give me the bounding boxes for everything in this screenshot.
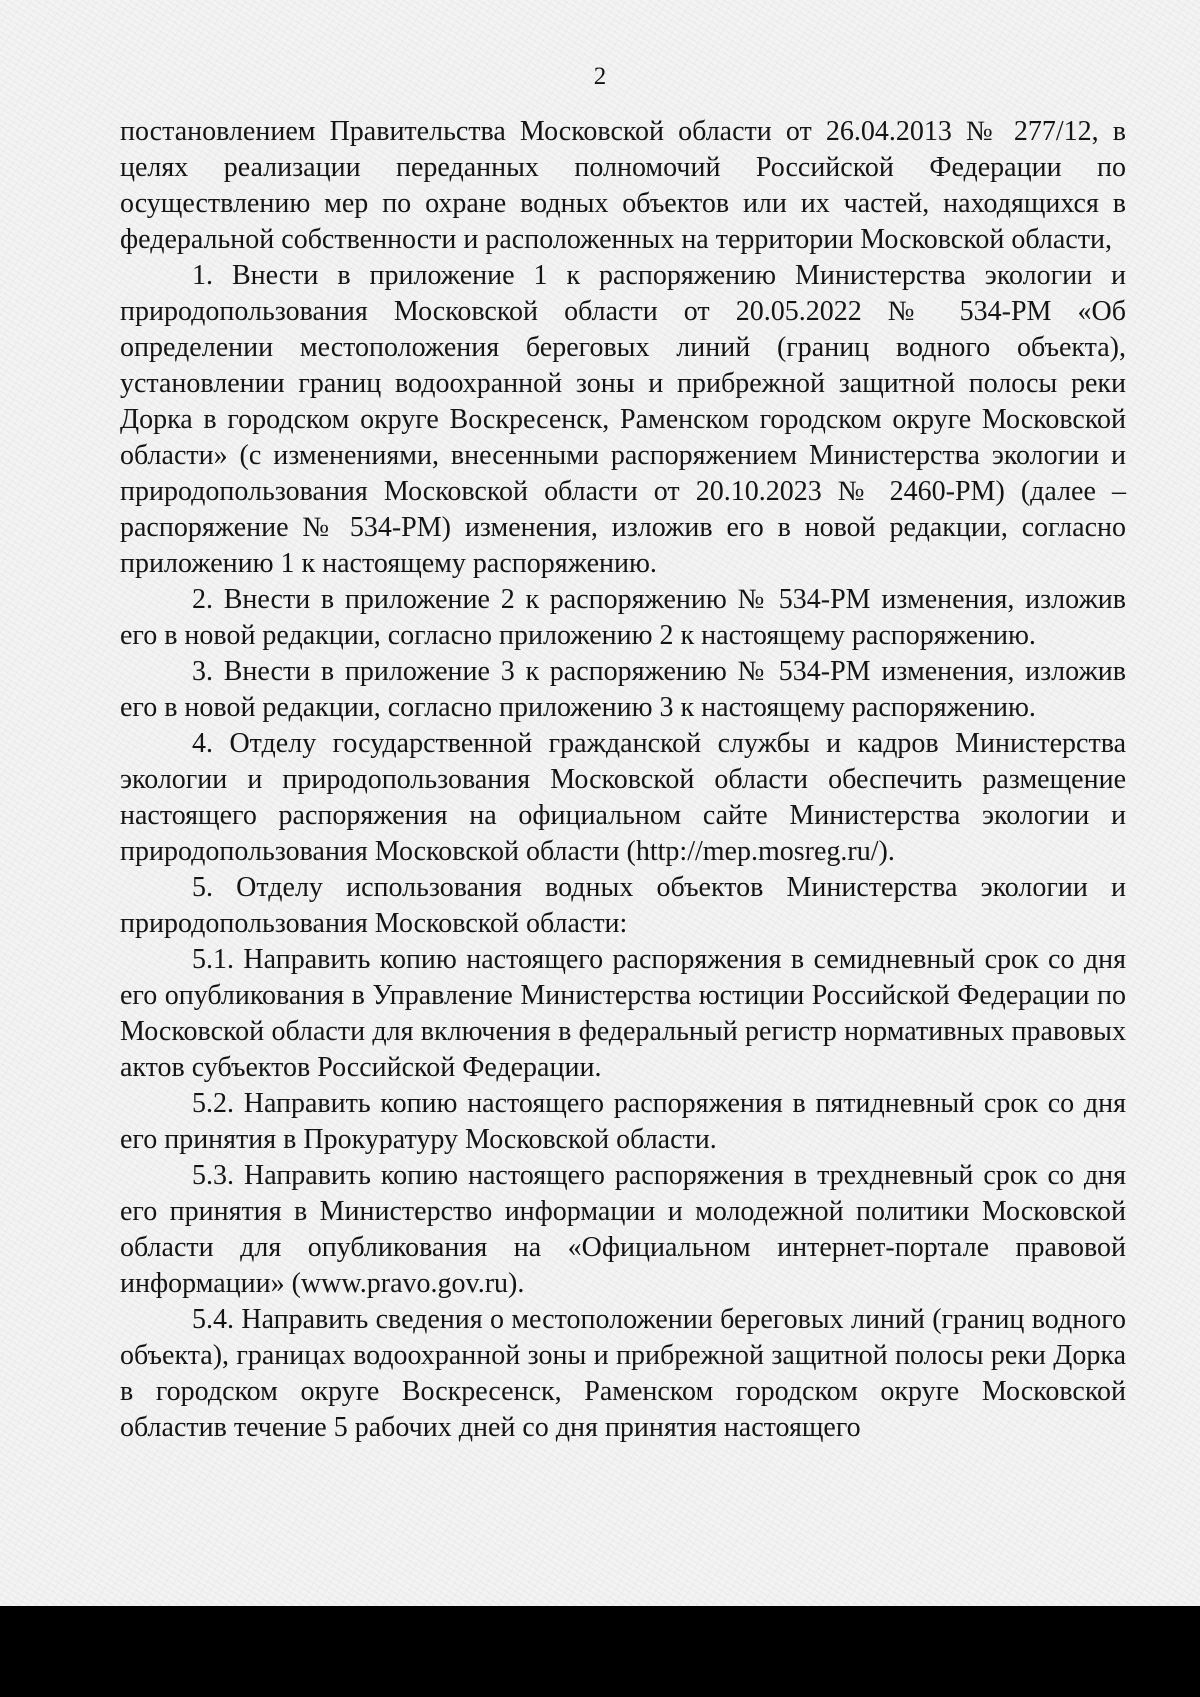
scan-border-bottom [0, 1606, 1200, 1697]
paragraph-item-5-4: 5.4. Направить сведения о местоположении береговых линий (границ водного объекта), границах водоохранной зоны и прибрежной защитной полосы реки Дорка в городском округе Воскресенск, Раменском городском округе Московской областив течение 5 рабочих дней со дня принятия настоящего [120, 1304, 1126, 1443]
paragraph-item-5-2: 5.2. Направить копию настоящего распоряжения в пятидневный срок со дня его принятия в Прокуратуру Московской области. [120, 1088, 1126, 1155]
paragraph-item-5-3: 5.3. Направить копию настоящего распоряжения в трехдневный срок со дня его принятия в Министерство информации и молодежной политики Московской области для опубликования на «Официальном интернет-портале правовой информации» (www.pravo.gov.ru). [120, 1160, 1126, 1299]
paragraph-item-1: 1. Внести в приложение 1 к распоряжению Министерства экологии и природопользования Московской области от 20.05.2022 № 534-РМ «Об определении местоположения береговых линий (границ водного объекта), установлении границ водоохранной зоны и прибрежной защитной полосы реки Дорка в городском округе Воскресенск, Раменском городском округе Московской области» (с изменениями, внесенными распоряжением Министерства экологии и природопользования Московской области от 20.10.2023 № 2460-РМ) (далее – распоряжение № 534-РМ) изменения, изложив его в новой редакции, согласно приложению 1 к настоящему распоряжению. [120, 260, 1126, 579]
document-body [120, 114, 1126, 1446]
paragraph-item-4: 4. Отделу государственной гражданской службы и кадров Министерства экологии и природопользования Московской области обеспечить размещение настоящего распоряжения на официальном сайте Министерства экологии и природопользования Московской области (http://mep.mosreg.ru/). [120, 728, 1126, 867]
paragraph-item-2: 2. Внести в приложение 2 к распоряжению № 534-РМ изменения, изложив его в новой редакции, согласно приложению 2 к настоящему распоряжению. [120, 584, 1126, 651]
page-number: 2 [593, 63, 607, 90]
paragraph-item-3: 3. Внести в приложение 3 к распоряжению № 534-РМ изменения, изложив его в новой редакции, согласно приложению 3 к настоящему распоряжению. [120, 656, 1126, 723]
paragraph-preamble: постановлением Правительства Московской области от 26.04.2013 № 277/12, в целях реализации переданных полномочий Российской Федерации по осуществлению мер по охране водных объектов или их частей, находящихся в федеральной собственности и расположенных на территории Московской области, [120, 116, 1126, 255]
paragraph-item-5-1: 5.1. Направить копию настоящего распоряжения в семидневный срок со дня его опубликования в Управление Министерства юстиции Российской Федерации по Московской области для включения в федеральный регистр нормативных правовых актов субъектов Российской Федерации. [120, 944, 1126, 1083]
paragraph-item-5: 5. Отделу использования водных объектов Министерства экологии и природопользования Московской области: [120, 872, 1126, 939]
